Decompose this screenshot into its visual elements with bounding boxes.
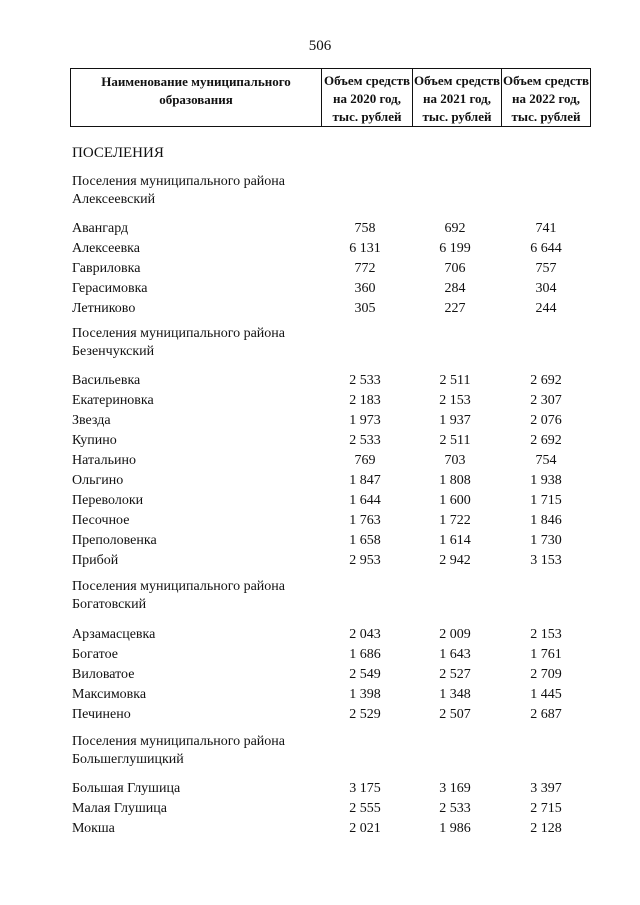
value-2022: 741 [535,221,557,236]
settlement-name: Виловатое [72,667,135,682]
table-row [0,221,640,241]
settlement-name: Авангард [72,221,129,236]
value-2021: 3 169 [439,781,471,796]
table-row [0,513,640,533]
value-2020: 772 [354,261,376,276]
value-2022: 1 846 [530,513,562,528]
value-2022: 2 709 [530,667,562,682]
value-2021: 1 937 [439,413,471,428]
value-2020: 2 533 [349,433,381,448]
settlement-name: Звезда [72,413,111,428]
settlement-name: Максимовка [72,687,147,702]
group-heading: Поселения муниципального района Большеглушицкий [72,734,286,767]
settlement-name: Васильевка [72,373,141,388]
settlement-name: Преполовенка [72,533,157,548]
value-2020: 305 [354,301,376,316]
table-row [0,627,640,647]
value-2021: 692 [444,221,466,236]
value-2020: 3 175 [349,781,381,796]
table-row [0,821,640,841]
value-2021: 284 [444,281,466,296]
value-2022: 1 730 [530,533,562,548]
settlement-name: Песочное [72,513,130,528]
value-2021: 2 533 [439,801,471,816]
value-2021: 703 [444,453,466,468]
table-row [0,373,640,393]
value-2022: 757 [535,261,557,276]
value-2022: 2 076 [530,413,562,428]
value-2021: 2 527 [439,667,471,682]
value-2020: 2 043 [349,627,381,642]
value-2022: 3 153 [530,553,562,568]
value-2021: 1 614 [439,533,471,548]
table-row [0,241,640,261]
value-2020: 1 763 [349,513,381,528]
table-row [0,301,640,321]
value-2021: 1 986 [439,821,471,836]
header-2021-column: Объем средств на 2021 год, тыс. рублей [413,69,502,127]
settlement-name: Большая Глушица [72,781,181,796]
value-2022: 2 692 [530,433,562,448]
settlement-name: Натальино [72,453,136,468]
value-2022: 1 715 [530,493,562,508]
value-2021: 1 600 [439,493,471,508]
table-row [0,707,640,727]
value-2020: 1 658 [349,533,381,548]
value-2020: 6 131 [349,241,381,256]
value-2020: 769 [354,453,376,468]
value-2021: 2 153 [439,393,471,408]
value-2022: 3 397 [530,781,562,796]
section-title: ПОСЕЛЕНИЯ [72,145,164,161]
value-2022: 2 692 [530,373,562,388]
value-2020: 2 533 [349,373,381,388]
value-2021: 2 511 [439,373,471,388]
group-heading: Поселения муниципального района Алексеевский [72,174,286,207]
settlement-name: Мокша [72,821,115,836]
settlement-name: Печинено [72,707,131,722]
settlement-name: Богатое [72,647,118,662]
table-row [0,553,640,573]
table-row [0,801,640,821]
value-2020: 2 555 [349,801,381,816]
value-2022: 2 153 [530,627,562,642]
value-2020: 2 953 [349,553,381,568]
value-2021: 2 009 [439,627,471,642]
settlement-name: Гавриловка [72,261,141,276]
value-2022: 2 687 [530,707,562,722]
header-name-column: Наименование муниципального образования [71,69,322,127]
value-2020: 2 183 [349,393,381,408]
settlement-name: Прибой [72,553,119,568]
table-row [0,433,640,453]
value-2022: 2 715 [530,801,562,816]
value-2021: 6 199 [439,241,471,256]
value-2021: 1 808 [439,473,471,488]
value-2020: 2 549 [349,667,381,682]
table-row [0,393,640,413]
value-2020: 360 [354,281,376,296]
value-2020: 2 021 [349,821,381,836]
header-2020-column: Объем средств на 2020 год, тыс. рублей [322,69,413,127]
value-2020: 1 644 [349,493,381,508]
table-header [70,68,591,127]
value-2022: 304 [535,281,557,296]
table-row [0,413,640,433]
value-2022: 1 938 [530,473,562,488]
value-2022: 2 307 [530,393,562,408]
value-2022: 244 [535,301,557,316]
value-2021: 2 511 [439,433,471,448]
value-2020: 2 529 [349,707,381,722]
table-row [0,261,640,281]
value-2020: 1 973 [349,413,381,428]
value-2021: 1 643 [439,647,471,662]
value-2021: 2 507 [439,707,471,722]
settlement-name: Переволоки [72,493,144,508]
table-row [0,781,640,801]
table-row [0,647,640,667]
page-number: 506 [308,38,332,54]
table-row [0,281,640,301]
settlement-name: Герасимовка [72,281,148,296]
settlement-name: Екатериновка [72,393,154,408]
table-row [0,687,640,707]
table-row [0,473,640,493]
settlement-name: Арзамасцевка [72,627,156,642]
settlement-name: Ольгино [72,473,124,488]
value-2020: 1 398 [349,687,381,702]
value-2021: 1 348 [439,687,471,702]
value-2022: 1 445 [530,687,562,702]
header-2022-column: Объем средств на 2022 год, тыс. рублей [502,69,591,127]
value-2021: 706 [444,261,466,276]
settlement-name: Алексеевка [72,241,140,256]
value-2020: 1 686 [349,647,381,662]
value-2022: 6 644 [530,241,562,256]
value-2021: 1 722 [439,513,471,528]
table-row [0,667,640,687]
value-2022: 754 [535,453,557,468]
value-2022: 2 128 [530,821,562,836]
value-2021: 2 942 [439,553,471,568]
value-2021: 227 [444,301,466,316]
settlement-name: Летниково [72,301,136,316]
value-2020: 758 [354,221,376,236]
group-heading: Поселения муниципального района Богатовский [72,579,286,612]
value-2020: 1 847 [349,473,381,488]
value-2022: 1 761 [530,647,562,662]
settlement-name: Малая Глушица [72,801,167,816]
settlement-name: Купино [72,433,117,448]
table-row [0,453,640,473]
table-row [0,533,640,553]
group-heading: Поселения муниципального района Безенчукский [72,326,286,359]
table-row [0,493,640,513]
